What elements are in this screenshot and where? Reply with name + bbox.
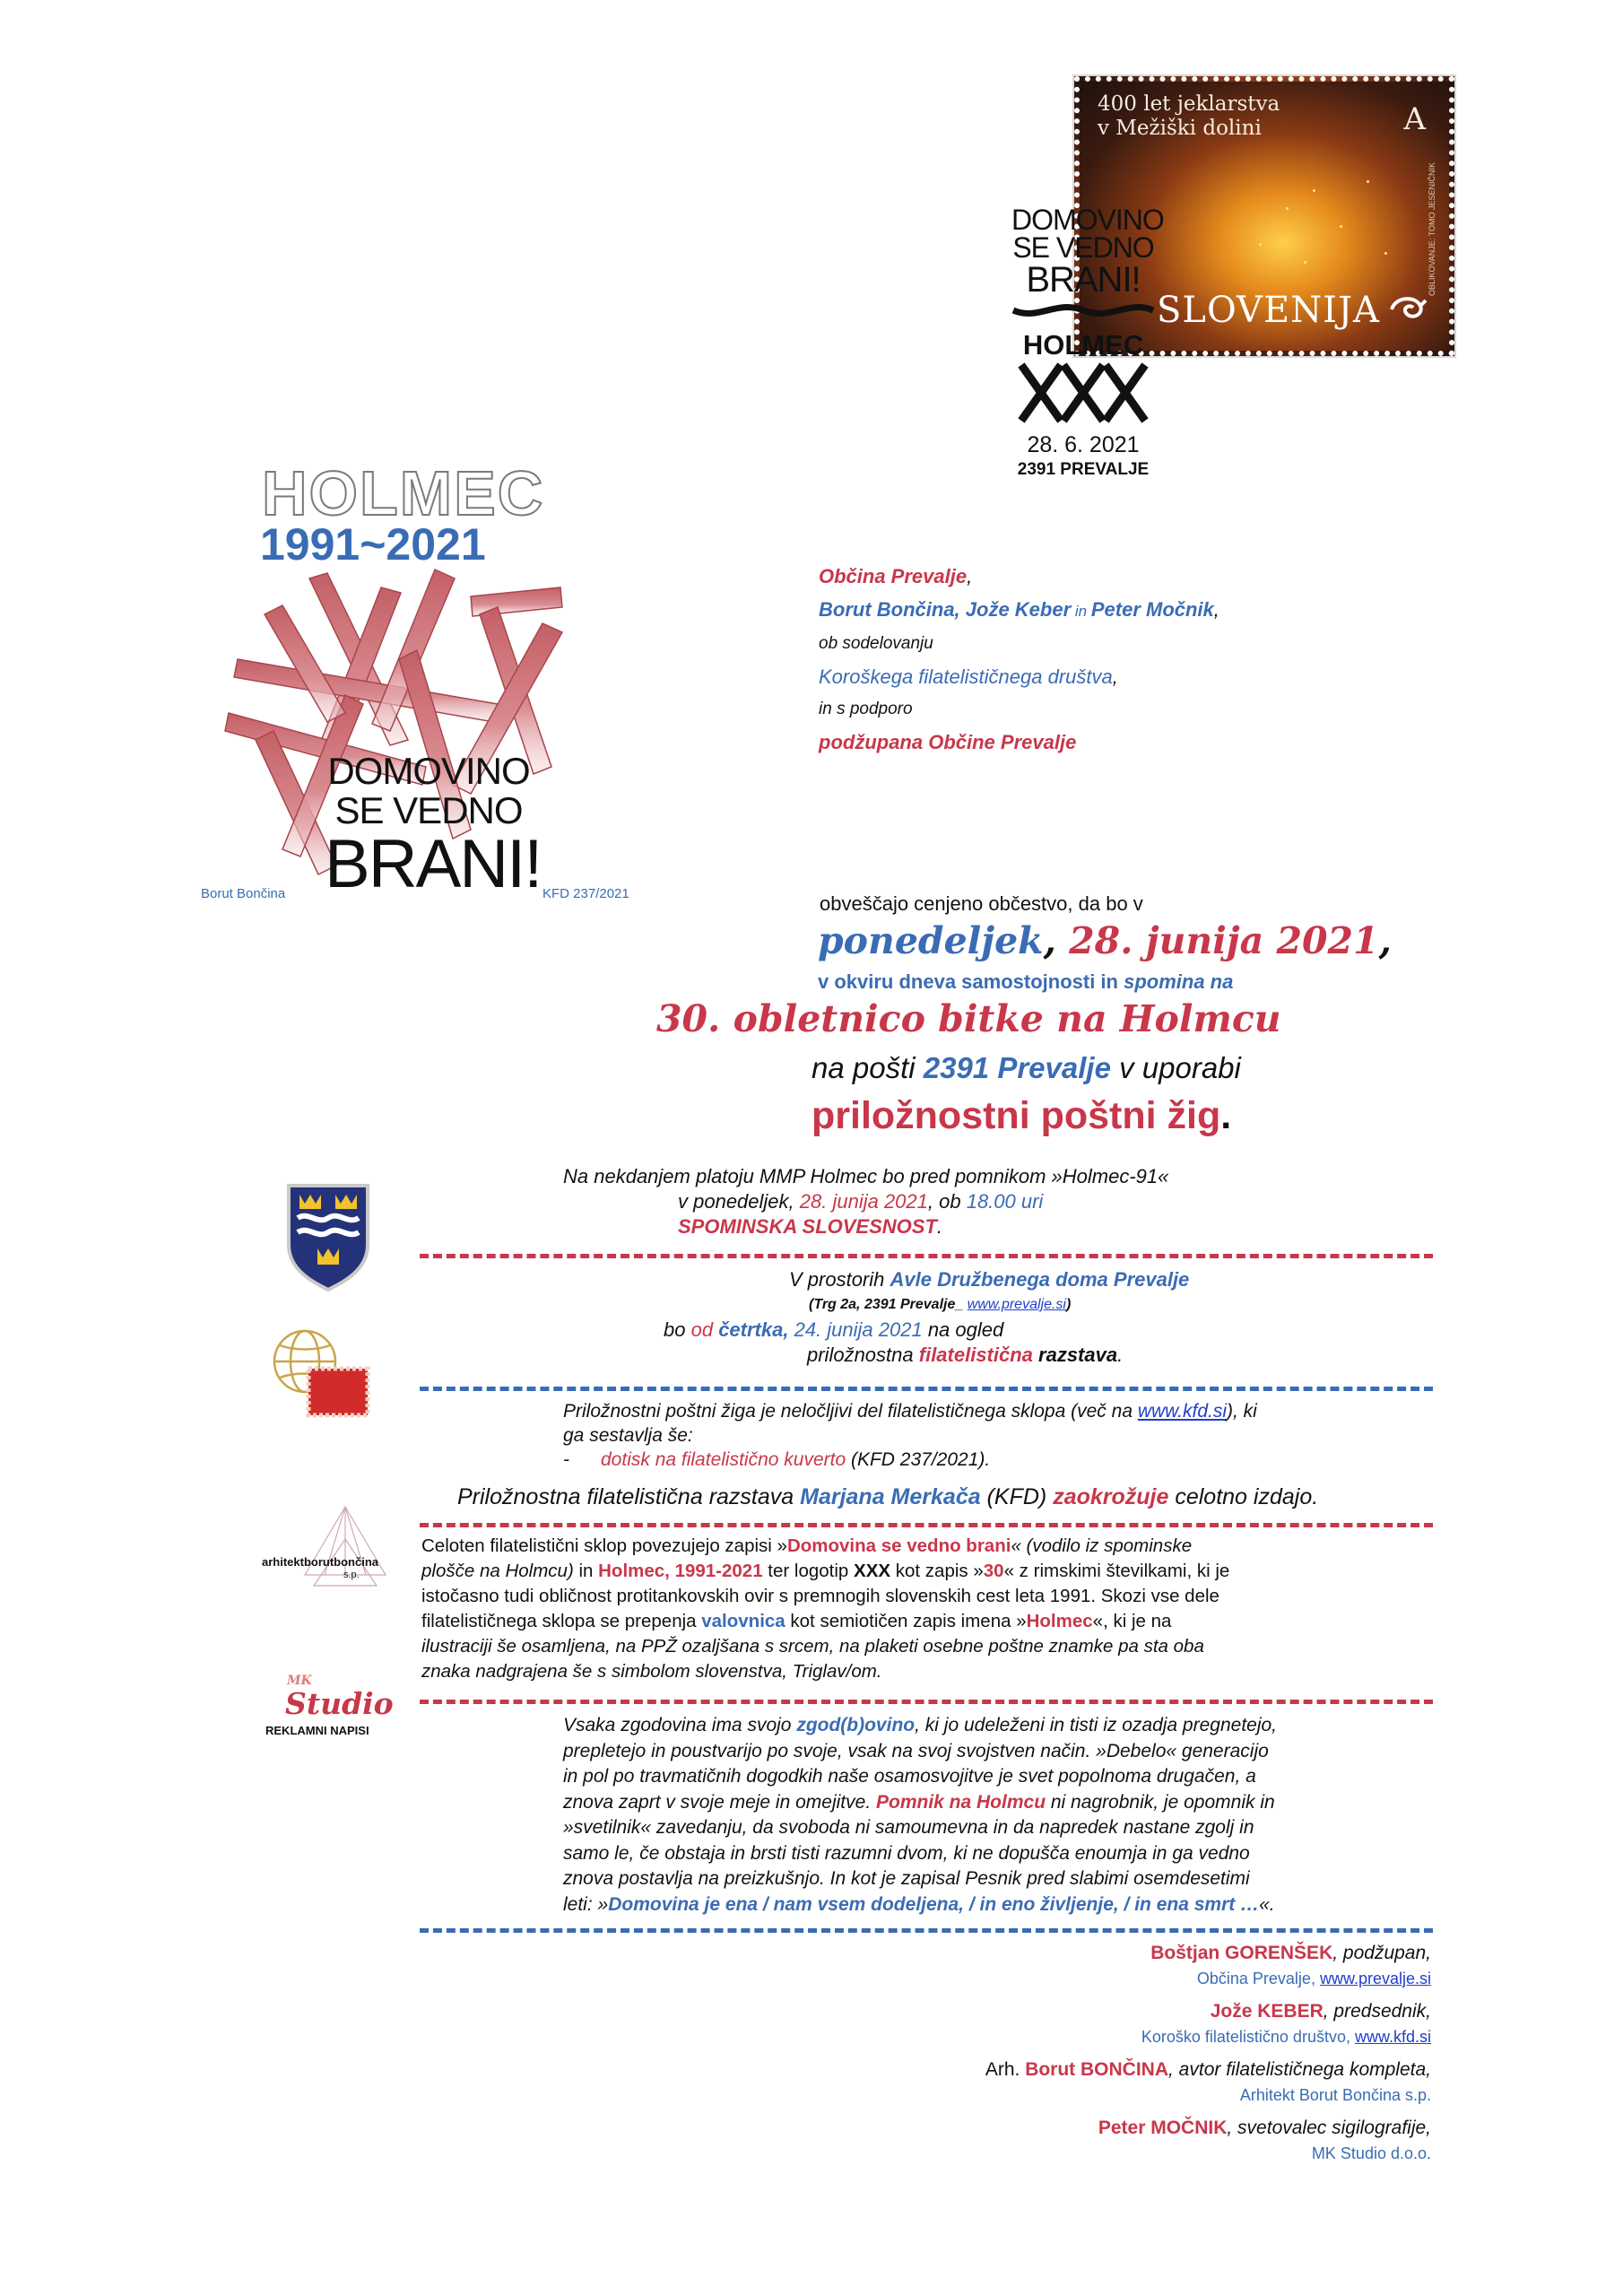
kfd-link[interactable]: www.kfd.si [1137,1401,1228,1422]
divider-red [420,1523,1433,1527]
stamp-title: 400 let jeklarstva v Mežiški dolini [1098,92,1280,140]
anniversary-title: 30. obletnico bitke na Holmcu [656,997,1281,1040]
coat-of-arms-icon [285,1182,371,1292]
announce-intro: obveščajo cenjeno občestvo, da bo v [820,892,1143,915]
cover-catalog-number: KFD 237/2021 [542,886,629,901]
divider-red [420,1700,1433,1704]
announce-post-office: na pošti 2391 Prevalje v uporabi [812,1051,1241,1084]
exhibition-closing-line: Priložnostna filatelistična razstava Marjana Merkača (KFD) zaokrožuje celotno izdajo. [457,1484,1319,1509]
kfd-link[interactable]: www.kfd.si [1354,2028,1431,2046]
post-horn-icon [1388,293,1428,324]
philately-globe-stamp-icon [269,1326,377,1424]
architect-logo-text: arhitektborutbončina [262,1555,379,1569]
set-description: Priložnostni poštni žiga je neločljivi del filatelističnega sklopa (več na www.kfd.si), ki ga sestavlja še: - dotisk na filatelistično kuverto (KFD 237/2021). [563,1401,1257,1470]
architect-logo-sub: s.p. [343,1570,360,1580]
paragraph-history: Vsaka zgodovina ima svojo zgod(b)ovino, ki jo udeleženi in tisti iz ozadja pregnetejo, prepletejo in poustvarijo po svoje, vsak na svoj svojstven način. »Debelo« generacijo in pol po travmatičnih dogodkih naše osamosvojitve je svet popolnoma drugačen, a znova zaprt v svoje meje in omejitve. Pomnik na Holmcu ni nagrobnik, je opomnik in »svetilnik« zavedanju, da svoboda ni samoumevna in da napredek nastane zgolj in samo le, če obstaja in brsti tisti razumni dvom, ki ne dopušča enoumja in ga vedno znova postavlja na preizkušnjo. In kot je zapisal Pesnik pred slabimi osemdesetimi leti: »Domovina je ena / nam vsem dodeljena, / in eno življenje, / in ena smrt …«. [563,1715,1278,1915]
stamp-country: SLOVENIJA [1157,290,1380,331]
postmark-cancellation: DOMOVINO SE VEDNO BRANI! HOLMEC 28. 6. 2021 2391 PREVALJE [1011,204,1164,479]
announce-context: v okviru dneva samostojnosti in spomina na [818,970,1234,993]
signature-boncina: Arh. Borut BONČINA, avtor filatelističnega kompleta, Arhitekt Borut Bončina s.p. [985,2059,1431,2104]
studio-logo-small: MK [287,1674,312,1688]
divider-blue [420,1387,1433,1391]
exhibition-block: V prostorih Avle Družbenega doma Prevalje (Trg 2a, 2391 Prevalje_ www.prevalje.si) bo od četrtka, 24. junija 2021 na ogled priložnostna filatelistična razstava. [664,1268,1190,1366]
ceremony-block: Na nekdanjem platoju MMP Holmec bo pred pomnikom »Holmec-91« v ponedeljek, 28. junija 2021, ob 18.00 uri SPOMINSKA SLOVESNOST. [563,1165,1169,1238]
postmark-heading: priložnostni poštni žig. [812,1094,1232,1137]
prevalje-link[interactable]: www.prevalje.si [967,1297,1066,1312]
divider-red [420,1254,1433,1258]
wave-line-icon [1011,298,1155,321]
signature-mocnik: Peter MOČNIK, svetovalec sigilografije, MK Studio d.o.o. [1098,2118,1431,2162]
cover-title: HOLMEC [262,458,545,528]
signatures [985,1941,1431,2166]
announce-date-line: ponedeljek, 28. junija 2021, [818,919,1392,962]
paragraph-set-explanation: Celoten filatelistični sklop povezujejo zapisi »Domovina se vedno brani« (vodilo iz spominske plošče na Holmcu) in Holmec, 1991-2021 ter logotip XXX kot zapis »30« z rimskimi številkami, ki je istočasno tudi obličnost protitankovskih ovir s premnogih slovenskih cest leta 1991. Skozi vse dele filatelističnega sklopa se prepenja valovnica kot semiotičen zapis imena »Holmec«, ki je na ilustraciji še osamljena, na PPŽ ozaljšana s srcem, na plaketi osebne poštne znamke pa sta oba znaka nadgrajena še s simbolom slovenstva, Triglav/om. [421,1535,1230,1682]
cover-slogan: DOMOVINO SE VEDNO BRANI! [325,750,542,902]
signature-gorensek: Boštjan GORENŠEK, podžupan, Občina Prevalje, www.prevalje.si [1150,1943,1431,1987]
cover-author: Borut Bončina [201,886,286,901]
organizers-block: Občina Prevalje, Borut Bončina, Jože Keber in Peter Močnik, ob sodelovanju Koroškega filatelističnega društva, in s podporo podžupana Občine Prevalje [819,565,1219,753]
signature-keber: Jože KEBER, predsednik, Koroško filatelistično društvo, www.kfd.si [1141,2001,1431,2046]
prevalje-link[interactable]: www.prevalje.si [1319,1970,1431,1987]
divider-blue [420,1928,1433,1933]
xxx-logo-icon [1016,361,1150,424]
studio-logo-sub: REKLAMNI NAPISI [265,1724,369,1737]
stamp-denomination: A [1403,101,1426,137]
cover-years: 1991~2021 [260,519,486,570]
studio-logo: Studio [285,1686,394,1721]
stamp-credit: OBLIKOVANJE: TOMO JESENIČNIK [1428,162,1436,297]
